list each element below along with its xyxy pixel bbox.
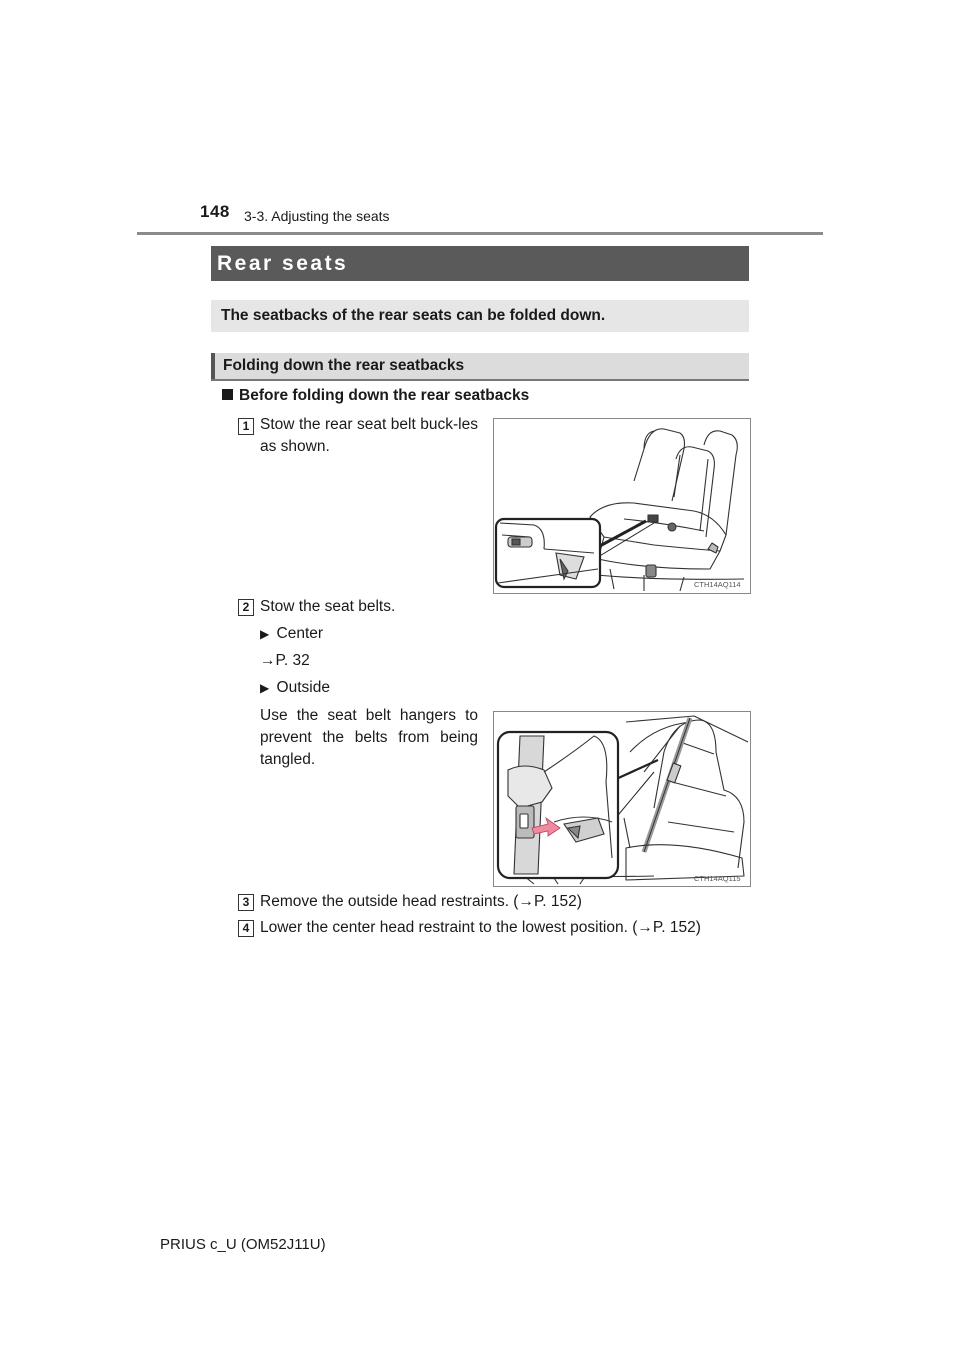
figure-rear-seat-buckles [493, 418, 751, 594]
center-page-reference: →P. 32 [260, 652, 310, 669]
section-title-bar [211, 246, 749, 281]
section-title: Rear seats [217, 252, 349, 275]
subsection-marker [211, 353, 215, 379]
intro-text: The seatbacks of the rear seats can be folded down. [221, 307, 606, 324]
step-2-text: Stow the seat belts. [260, 598, 396, 615]
square-bullet-icon [222, 389, 233, 400]
header-rule [137, 232, 823, 235]
rear-seat-buckles-illustration [494, 419, 750, 593]
breadcrumb: 3-3. Adjusting the seats [244, 208, 390, 224]
triangle-bullet-icon: ▶ [260, 681, 270, 695]
figure-2-label: CTH14AQ115 [694, 874, 741, 883]
figure-seat-belt-hangers [493, 711, 751, 887]
step-3-text: Remove the outside head restraints. (→P. 152) [260, 893, 582, 910]
intro-box [211, 300, 749, 332]
bullet-outside-label: Outside [276, 679, 330, 696]
step-number-1: 1 [238, 418, 254, 435]
subsection-bar [211, 353, 749, 381]
footer-model: PRIUS c_U (OM52J11U) [160, 1236, 326, 1253]
step-number-4: 4 [238, 920, 254, 937]
step-number-3: 3 [238, 894, 254, 911]
bullet-center [260, 623, 323, 645]
step-4-text: Lower the center head restraint to the lowest position. (→P. 152) [260, 919, 701, 936]
procedure-heading [222, 387, 529, 405]
procedure-heading-text: Before folding down the rear seatbacks [239, 387, 530, 404]
step-1-text: Stow the rear seat belt buck-les as shown. [260, 416, 478, 455]
bullet-outside [260, 677, 330, 699]
outside-instructions: Use the seat belt hangers to prevent the belts from being tangled. [260, 707, 478, 768]
triangle-bullet-icon: ▶ [260, 627, 270, 641]
subsection-title: Folding down the rear seatbacks [223, 357, 465, 374]
seat-belt-hanger-illustration [494, 712, 750, 886]
bullet-center-label: Center [276, 625, 324, 642]
page-number: 148 [200, 202, 230, 221]
step-number-2: 2 [238, 599, 254, 616]
figure-1-label: CTH14AQ114 [694, 580, 741, 589]
